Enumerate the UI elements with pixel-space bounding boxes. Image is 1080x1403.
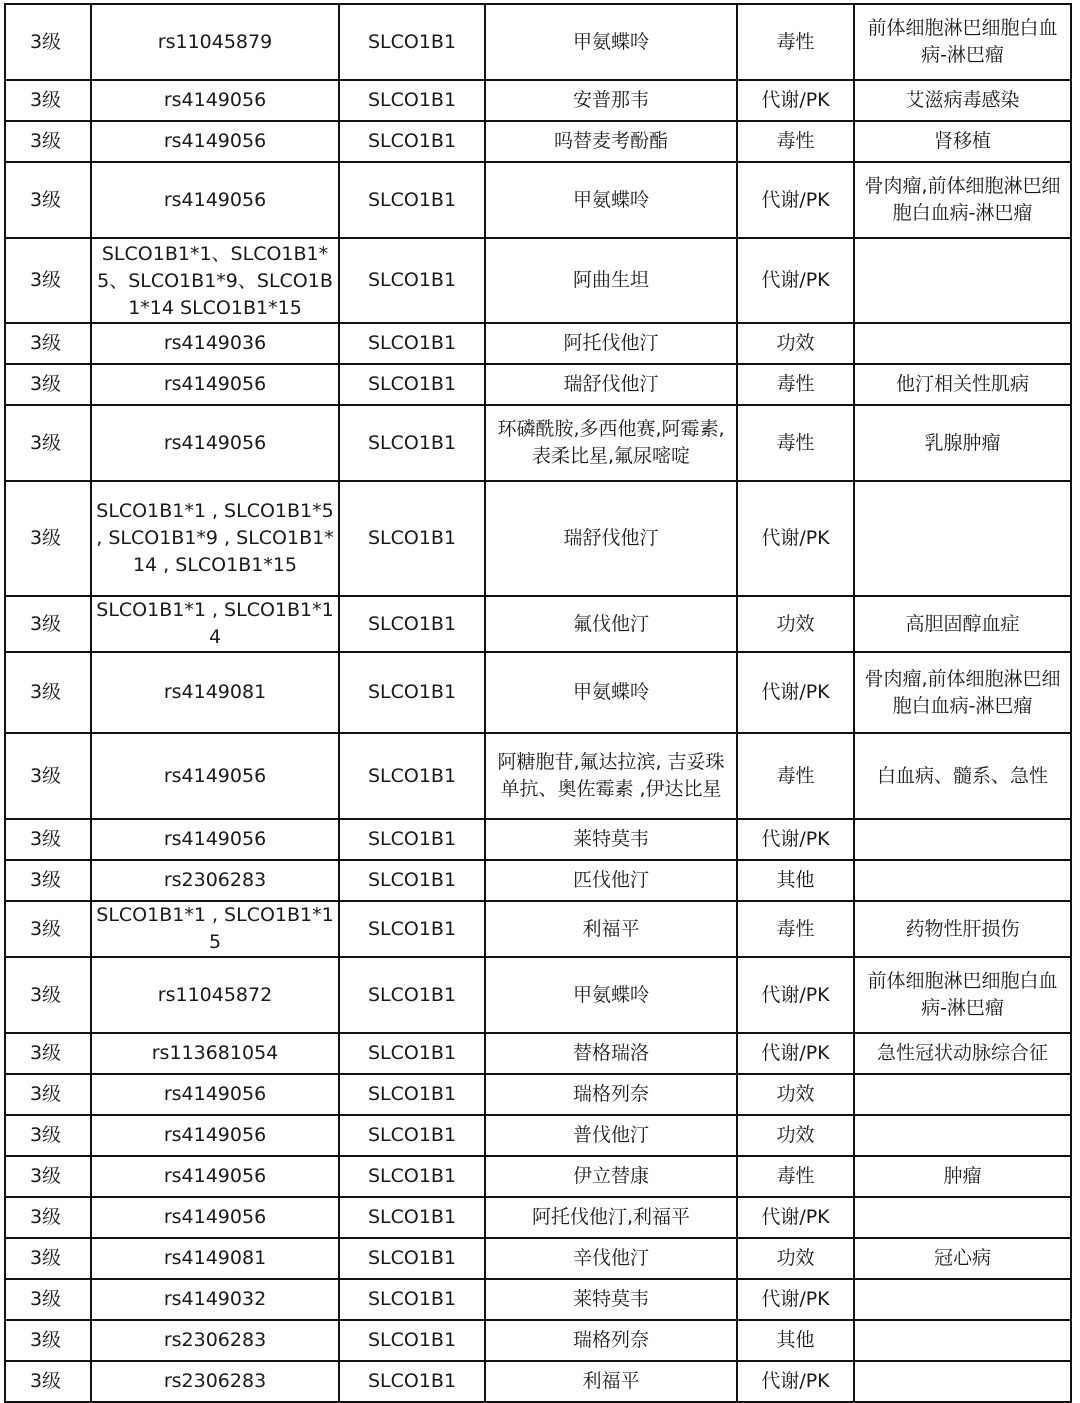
disease-cell <box>854 481 1071 596</box>
gene-cell: SLCO1B1 <box>339 819 485 860</box>
variant-cell: SLCO1B1*1 , SLCO1B1*15 <box>91 901 339 957</box>
drug-cell: 利福平 <box>485 901 737 957</box>
level-cell: 3级 <box>5 1279 91 1320</box>
disease-cell <box>854 238 1071 323</box>
table-row <box>5 1361 1071 1402</box>
type-cell: 其他 <box>737 1320 854 1361</box>
level-cell: 3级 <box>5 238 91 323</box>
type-cell: 功效 <box>737 1074 854 1115</box>
type-cell: 代谢/PK <box>737 1361 854 1402</box>
variant-cell: rs2306283 <box>91 1361 339 1402</box>
drug-cell: 瑞格列奈 <box>485 1074 737 1115</box>
disease-cell: 乳腺肿瘤 <box>854 405 1071 481</box>
variant-cell: SLCO1B1*1 , SLCO1B1*14 <box>91 596 339 652</box>
variant-cell: rs113681054 <box>91 1033 339 1074</box>
variant-cell: rs11045872 <box>91 957 339 1033</box>
variant-cell: rs4149056 <box>91 162 339 238</box>
drug-cell: 辛伐他汀 <box>485 1238 737 1279</box>
table-row <box>5 4 1071 80</box>
level-cell: 3级 <box>5 1074 91 1115</box>
type-cell: 毒性 <box>737 901 854 957</box>
drug-cell: 甲氨蝶呤 <box>485 162 737 238</box>
type-cell: 代谢/PK <box>737 238 854 323</box>
level-cell: 3级 <box>5 733 91 819</box>
gene-cell: SLCO1B1 <box>339 1033 485 1074</box>
table-row <box>5 596 1071 652</box>
table-row <box>5 1279 1071 1320</box>
gene-cell: SLCO1B1 <box>339 323 485 364</box>
drug-cell: 安普那韦 <box>485 80 737 121</box>
gene-cell: SLCO1B1 <box>339 860 485 901</box>
drug-cell: 阿托伐他汀 <box>485 323 737 364</box>
drug-cell: 吗替麦考酚酯 <box>485 121 737 162</box>
gene-cell: SLCO1B1 <box>339 481 485 596</box>
variant-cell: rs2306283 <box>91 860 339 901</box>
type-cell: 毒性 <box>737 1156 854 1197</box>
level-cell: 3级 <box>5 1320 91 1361</box>
variant-cell: SLCO1B1*1 , SLCO1B1*5 , SLCO1B1*9 , SLCO1B1*14 , SLCO1B1*15 <box>91 481 339 596</box>
drug-cell: 莱特莫韦 <box>485 819 737 860</box>
disease-cell <box>854 1320 1071 1361</box>
gene-cell: SLCO1B1 <box>339 1156 485 1197</box>
level-cell: 3级 <box>5 652 91 733</box>
level-cell: 3级 <box>5 1238 91 1279</box>
drug-cell: 甲氨蝶呤 <box>485 4 737 80</box>
table-row <box>5 323 1071 364</box>
table-row <box>5 1156 1071 1197</box>
drug-cell: 匹伐他汀 <box>485 860 737 901</box>
gene-cell: SLCO1B1 <box>339 162 485 238</box>
level-cell: 3级 <box>5 481 91 596</box>
drug-cell: 利福平 <box>485 1361 737 1402</box>
disease-cell: 肿瘤 <box>854 1156 1071 1197</box>
table-body <box>5 4 1071 1402</box>
type-cell: 代谢/PK <box>737 819 854 860</box>
disease-cell <box>854 1115 1071 1156</box>
table-row <box>5 121 1071 162</box>
type-cell: 代谢/PK <box>737 957 854 1033</box>
table-row <box>5 80 1071 121</box>
table-row <box>5 860 1071 901</box>
disease-cell: 急性冠状动脉综合征 <box>854 1033 1071 1074</box>
level-cell: 3级 <box>5 364 91 405</box>
variant-cell: rs2306283 <box>91 1320 339 1361</box>
variant-cell: rs4149056 <box>91 1074 339 1115</box>
type-cell: 代谢/PK <box>737 162 854 238</box>
table-row <box>5 652 1071 733</box>
table-row <box>5 819 1071 860</box>
gene-cell: SLCO1B1 <box>339 1238 485 1279</box>
drug-cell: 阿托伐他汀,利福平 <box>485 1197 737 1238</box>
gene-cell: SLCO1B1 <box>339 405 485 481</box>
gene-cell: SLCO1B1 <box>339 4 485 80</box>
table-row <box>5 405 1071 481</box>
disease-cell <box>854 323 1071 364</box>
drug-cell: 普伐他汀 <box>485 1115 737 1156</box>
gene-cell: SLCO1B1 <box>339 1115 485 1156</box>
variant-cell: rs4149056 <box>91 121 339 162</box>
drug-cell: 甲氨蝶呤 <box>485 652 737 733</box>
type-cell: 代谢/PK <box>737 1197 854 1238</box>
level-cell: 3级 <box>5 1361 91 1402</box>
type-cell: 功效 <box>737 1238 854 1279</box>
variant-cell: rs4149056 <box>91 364 339 405</box>
table-row <box>5 1115 1071 1156</box>
type-cell: 毒性 <box>737 364 854 405</box>
disease-cell: 骨肉瘤,前体细胞淋巴细胞白血病-淋巴瘤 <box>854 652 1071 733</box>
disease-cell <box>854 860 1071 901</box>
disease-cell: 前体细胞淋巴细胞白血病-淋巴瘤 <box>854 957 1071 1033</box>
drug-cell: 阿糖胞苷,氟达拉滨, 吉妥珠单抗、奥佐霉素 ,伊达比星 <box>485 733 737 819</box>
gene-cell: SLCO1B1 <box>339 596 485 652</box>
disease-cell: 艾滋病毒感染 <box>854 80 1071 121</box>
disease-cell: 白血病、髓系、急性 <box>854 733 1071 819</box>
gene-cell: SLCO1B1 <box>339 1320 485 1361</box>
gene-cell: SLCO1B1 <box>339 1279 485 1320</box>
level-cell: 3级 <box>5 1115 91 1156</box>
gene-cell: SLCO1B1 <box>339 364 485 405</box>
drug-cell: 瑞格列奈 <box>485 1320 737 1361</box>
level-cell: 3级 <box>5 323 91 364</box>
disease-cell <box>854 819 1071 860</box>
gene-cell: SLCO1B1 <box>339 121 485 162</box>
level-cell: 3级 <box>5 1156 91 1197</box>
drug-cell: 瑞舒伐他汀 <box>485 481 737 596</box>
type-cell: 代谢/PK <box>737 80 854 121</box>
disease-cell: 药物性肝损伤 <box>854 901 1071 957</box>
disease-cell: 骨肉瘤,前体细胞淋巴细胞白血病-淋巴瘤 <box>854 162 1071 238</box>
level-cell: 3级 <box>5 957 91 1033</box>
drug-cell: 氟伐他汀 <box>485 596 737 652</box>
gene-cell: SLCO1B1 <box>339 80 485 121</box>
gene-cell: SLCO1B1 <box>339 652 485 733</box>
gene-cell: SLCO1B1 <box>339 1074 485 1115</box>
table-row <box>5 901 1071 957</box>
disease-cell: 他汀相关性肌病 <box>854 364 1071 405</box>
table-row <box>5 957 1071 1033</box>
disease-cell: 前体细胞淋巴细胞白血病-淋巴瘤 <box>854 4 1071 80</box>
type-cell: 毒性 <box>737 4 854 80</box>
drug-cell: 瑞舒伐他汀 <box>485 364 737 405</box>
disease-cell: 冠心病 <box>854 1238 1071 1279</box>
type-cell: 毒性 <box>737 121 854 162</box>
drug-cell: 甲氨蝶呤 <box>485 957 737 1033</box>
table-row <box>5 162 1071 238</box>
table-row <box>5 733 1071 819</box>
table-row <box>5 238 1071 323</box>
variant-cell: rs4149032 <box>91 1279 339 1320</box>
disease-cell: 高胆固醇血症 <box>854 596 1071 652</box>
drug-cell: 莱特莫韦 <box>485 1279 737 1320</box>
type-cell: 功效 <box>737 323 854 364</box>
table-row <box>5 1197 1071 1238</box>
table-row <box>5 1074 1071 1115</box>
variant-cell: rs4149056 <box>91 80 339 121</box>
variant-cell: rs4149036 <box>91 323 339 364</box>
disease-cell: 肾移植 <box>854 121 1071 162</box>
type-cell: 代谢/PK <box>737 1279 854 1320</box>
level-cell: 3级 <box>5 162 91 238</box>
drug-cell: 环磷酰胺,多西他赛,阿霉素,表柔比星,氟尿嘧啶 <box>485 405 737 481</box>
type-cell: 其他 <box>737 860 854 901</box>
level-cell: 3级 <box>5 121 91 162</box>
gene-cell: SLCO1B1 <box>339 957 485 1033</box>
variant-cell: rs4149056 <box>91 405 339 481</box>
table-row <box>5 1238 1071 1279</box>
type-cell: 功效 <box>737 1115 854 1156</box>
variant-cell: SLCO1B1*1、SLCO1B1*5、SLCO1B1*9、SLCO1B1*14 SLCO1B1*15 <box>91 238 339 323</box>
level-cell: 3级 <box>5 1033 91 1074</box>
gene-cell: SLCO1B1 <box>339 733 485 819</box>
disease-cell <box>854 1361 1071 1402</box>
drug-cell: 替格瑞洛 <box>485 1033 737 1074</box>
level-cell: 3级 <box>5 405 91 481</box>
variant-cell: rs4149056 <box>91 819 339 860</box>
drug-cell: 伊立替康 <box>485 1156 737 1197</box>
gene-drug-table <box>4 3 1072 1403</box>
level-cell: 3级 <box>5 860 91 901</box>
level-cell: 3级 <box>5 819 91 860</box>
variant-cell: rs4149056 <box>91 1156 339 1197</box>
type-cell: 代谢/PK <box>737 1033 854 1074</box>
table-row <box>5 1320 1071 1361</box>
level-cell: 3级 <box>5 901 91 957</box>
disease-cell <box>854 1074 1071 1115</box>
disease-cell <box>854 1279 1071 1320</box>
table-row <box>5 481 1071 596</box>
variant-cell: rs4149081 <box>91 652 339 733</box>
drug-cell: 阿曲生坦 <box>485 238 737 323</box>
table-row <box>5 1033 1071 1074</box>
variant-cell: rs11045879 <box>91 4 339 80</box>
type-cell: 毒性 <box>737 405 854 481</box>
gene-cell: SLCO1B1 <box>339 1197 485 1238</box>
variant-cell: rs4149056 <box>91 733 339 819</box>
gene-cell: SLCO1B1 <box>339 1361 485 1402</box>
table-row <box>5 364 1071 405</box>
level-cell: 3级 <box>5 80 91 121</box>
type-cell: 毒性 <box>737 733 854 819</box>
level-cell: 3级 <box>5 1197 91 1238</box>
disease-cell <box>854 1197 1071 1238</box>
variant-cell: rs4149081 <box>91 1238 339 1279</box>
gene-cell: SLCO1B1 <box>339 238 485 323</box>
level-cell: 3级 <box>5 596 91 652</box>
level-cell: 3级 <box>5 4 91 80</box>
type-cell: 代谢/PK <box>737 652 854 733</box>
gene-cell: SLCO1B1 <box>339 901 485 957</box>
variant-cell: rs4149056 <box>91 1115 339 1156</box>
type-cell: 代谢/PK <box>737 481 854 596</box>
variant-cell: rs4149056 <box>91 1197 339 1238</box>
type-cell: 功效 <box>737 596 854 652</box>
